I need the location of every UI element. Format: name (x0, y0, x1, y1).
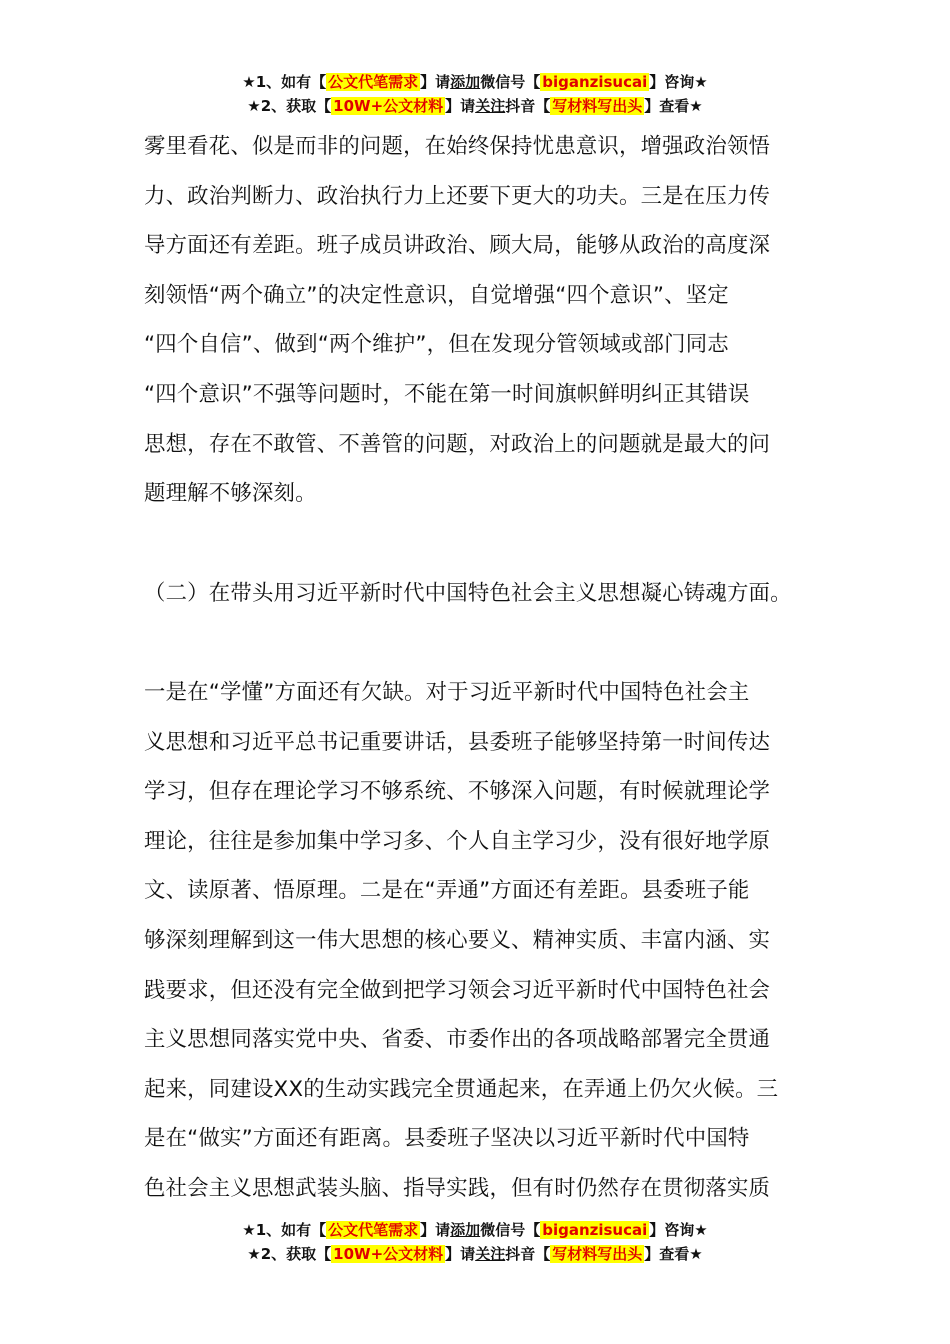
text-line: 践要求，但还没有完全做到把学习领会习近平新时代中国特色社会 (144, 977, 771, 1003)
banner-underlined: 添加 (450, 1221, 481, 1239)
text-line: 文、读原著、悟原理。二是在“弄通”方面还有差距。县委班子能 (144, 878, 750, 904)
text-line: “四个意识”不强等问题时，不能在第一时间旗帜鲜明纠正其错误 (144, 381, 750, 407)
text-line: 雾里看花、似是而非的问题，在始终保持忧患意识，增强政治领悟 (144, 134, 771, 159)
banner-text: 抖音【 (505, 1245, 551, 1263)
banner-highlight: 10W+公文材料 (333, 97, 444, 115)
banner-text: 】请 (445, 97, 476, 115)
banner-text: 2、获取【 (260, 1245, 332, 1263)
banner-text: 1、如有【 (255, 73, 327, 91)
footer-banner (0, 1218, 950, 1266)
star-icon: ★ (247, 97, 261, 115)
paragraph (144, 668, 808, 1214)
banner-highlight: biganzisucai (542, 73, 648, 91)
banner-text: 微信号【 (480, 73, 541, 91)
text-line: “四个自信”、做到“两个维护”，但在发现分管领域或部门同志 (144, 332, 729, 358)
banner-text: 】请 (420, 73, 451, 91)
text-line: 主义思想同落实党中央、省委、市委作出的各项战略部署完全贯通 (144, 1027, 771, 1053)
banner-highlight: 写材料写出头 (552, 1245, 643, 1263)
banner-text: 】请 (445, 1245, 476, 1263)
text-line: 刻领悟“两个确立”的决定性意识，自觉增强“四个意识”、坚定 (144, 282, 729, 308)
star-icon: ★ (242, 73, 256, 91)
banner-text: 抖音【 (505, 97, 551, 115)
star-icon: ★ (694, 1221, 708, 1239)
text-line: 题理解不够深刻。 (144, 481, 317, 507)
text-line: 学习，但存在理论学习不够系统、不够深入问题，有时候就理论学 (144, 779, 771, 805)
banner-highlight: 写材料写出头 (552, 97, 643, 115)
banner-highlight: 公文代笔需求 (328, 1221, 419, 1239)
banner-underlined: 关注 (475, 97, 506, 115)
paragraph (144, 122, 808, 519)
text-line: 是在“做实”方面还有距离。县委班子坚决以习近平新时代中国特 (144, 1126, 750, 1152)
banner-line-1 (0, 70, 950, 94)
star-icon: ★ (694, 73, 708, 91)
section-heading (144, 569, 808, 619)
star-icon: ★ (242, 1221, 256, 1239)
banner-text: 2、获取【 (260, 97, 332, 115)
banner-text: 】查看 (644, 1245, 690, 1263)
banner-underlined: 关注 (475, 1245, 506, 1263)
banner-line-1 (0, 1218, 950, 1242)
heading-text: （二）在带头用习近平新时代中国特色社会主义思想凝心铸魂方面。 (144, 581, 792, 606)
banner-highlight: 10W+公文材料 (333, 1245, 444, 1263)
banner-text: 】咨询 (649, 73, 695, 91)
text-line: 义思想和习近平总书记重要讲话，县委班子能够坚持第一时间传达 (144, 729, 771, 755)
text-line: 导方面还有差距。班子成员讲政治、顾大局，能够从政治的高度深 (144, 233, 771, 259)
star-icon: ★ (247, 1245, 261, 1263)
banner-text: 】查看 (644, 97, 690, 115)
banner-text: 微信号【 (480, 1221, 541, 1239)
text-line: 色社会主义思想武装头脑、指导实践，但有时仍然存在贯彻落实质 (144, 1175, 771, 1201)
text-line: 思想，存在不敢管、不善管的问题，对政治上的问题就是最大的问 (144, 431, 771, 457)
star-icon: ★ (689, 97, 703, 115)
text-line: 够深刻理解到这一伟大思想的核心要义、精神实质、丰富内涵、实 (144, 927, 771, 953)
banner-line-2 (0, 1242, 950, 1266)
star-icon: ★ (689, 1245, 703, 1263)
text-line: 理论，往往是参加集中学习多、个人自主学习少，没有很好地学原 (144, 828, 771, 854)
banner-line-2 (0, 94, 950, 118)
text-line: 力、政治判断力、政治执行力上还要下更大的功夫。三是在压力传 (144, 183, 771, 209)
banner-text: 】请 (420, 1221, 451, 1239)
text-line: 起来，同建设XX的生动实践完全贯通起来，在弄通上仍欠火候。三 (144, 1076, 779, 1102)
banner-underlined: 添加 (450, 73, 481, 91)
banner-text: 】咨询 (649, 1221, 695, 1239)
banner-highlight: 公文代笔需求 (328, 73, 419, 91)
banner-text: 1、如有【 (255, 1221, 327, 1239)
header-banner (0, 70, 950, 118)
banner-highlight: biganzisucai (542, 1221, 648, 1239)
text-line: 一是在“学懂”方面还有欠缺。对于习近平新时代中国特色社会主 (144, 680, 750, 705)
